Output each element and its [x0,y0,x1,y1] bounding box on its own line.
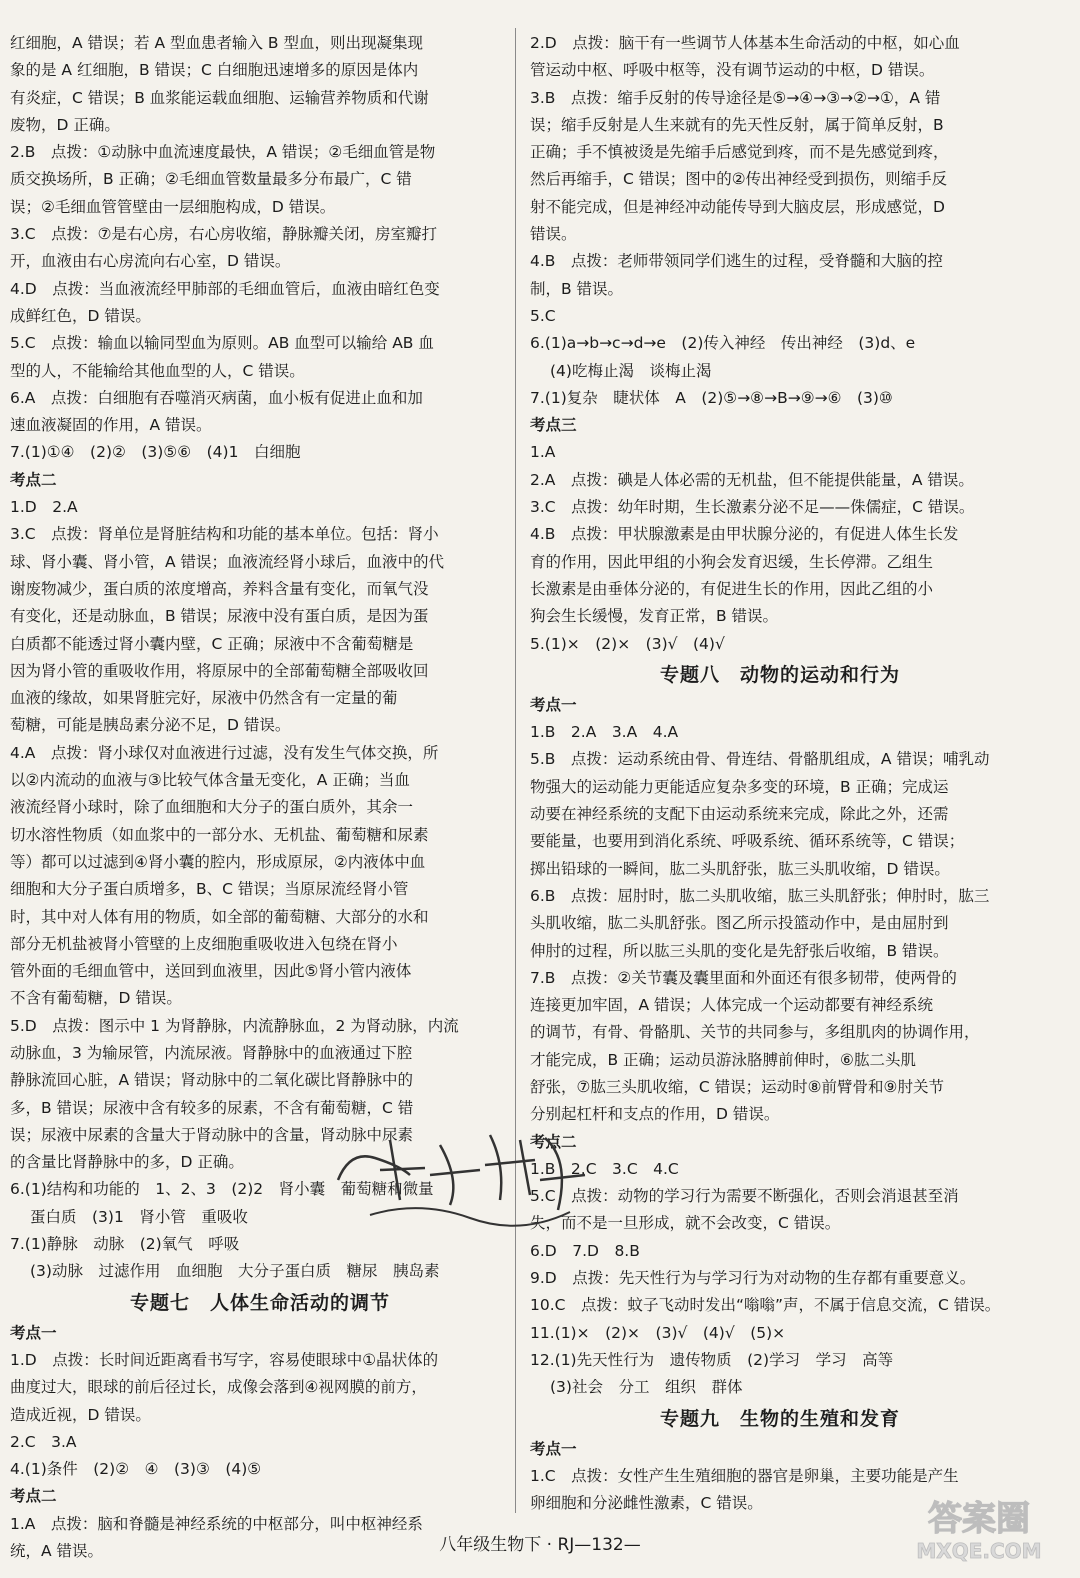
text-line: 射不能完成，但是神经冲动能传导到大脑皮层，形成感觉，D [530,197,945,216]
text-line: 以②内流动的血液与③比较气体含量无变化，A 正确；当血 [10,771,410,790]
svg-text:MXQE.COM: MXQE.COM [916,1539,1042,1563]
text-line: 开，血液由右心房流向右心室，D 错误。 [10,252,291,271]
text-line: 细胞和大分子蛋白质增多，B、C 错误；当原尿流经肾小管 [10,880,409,899]
text-line: 误；②毛细血管管壁由一层细胞构成，D 错误。 [10,197,336,216]
text-line: 6.(1)a→b→c→d→e (2)传入神经 传出神经 (3)d、e [530,334,916,353]
text-line: 1.D 点拨：长时间近距离看书写字，容易使眼球中①晶状体的 [10,1350,439,1369]
text-line: 要能量，也要用到消化系统、呼吸系统、循环系统等，C 错误； [530,832,965,851]
text-line: 因为肾小管的重吸收作用，将原尿中的全部葡萄糖全部吸收回 [10,661,429,680]
column-divider [515,28,516,1513]
text-line: 误；尿液中尿素的含量大于肾动脉中的含量，肾动脉中尿素 [10,1125,414,1144]
text-line: 长激素是由垂体分泌的，有促进生长的作用，因此乙组的小 [530,579,934,598]
text-line: 伸肘的过程，所以肱三头肌的变化是先舒张后收缩，B 错误。 [530,941,949,960]
text-line: 7.(1)①④ (2)② (3)⑤⑥ (4)1 白细胞 [10,443,301,462]
text-line: 1.D 2.A [10,498,78,517]
text-line: 液流经肾小球时，除了血细胞和大分子的蛋白质外，其余一 [10,798,414,817]
text-line: 5.C 点拨：动物的学习行为需要不断强化，否则会消退甚至消 [530,1187,959,1206]
text-line: 成鲜红色，D 错误。 [10,306,151,325]
text-line: 然后再缩手，C 错误；图中的②传出神经受到损伤，则缩手反 [530,170,948,189]
text-line: 型的人，不能输给其他血型的人，C 错误。 [10,361,305,380]
text-line: 切水溶性物质（如血浆中的一部分水、无机盐、葡萄糖和尿素 [10,825,429,844]
text-line: 头肌收缩，肱二头肌舒张。图乙所示投篮动作中，是由屈肘到 [530,914,949,933]
text-line: 5.C 点拨：输血以输同型血为原则。AB 血型可以输给 AB 血 [10,334,434,353]
text-line: 2.C 3.A [10,1432,77,1451]
text-line: 1.B 2.C 3.C 4.C [530,1159,679,1178]
text-line: 6.(1)结构和功能的 1、2、3 (2)2 肾小囊 葡萄糖和微量 [10,1180,434,1199]
text-line: 分别起杠杆和支点的作用，D 错误。 [530,1105,780,1124]
text-line: 误；缩手反射是人生来就有的先天性反射，属于简单反射，B [530,115,944,134]
text-line: 不含有葡萄糖，D 错误。 [10,989,182,1008]
text-line: (3)社会 分工 组织 群体 [550,1378,743,1397]
text-line: 狗会生长缓慢，发育正常，B 错误。 [530,607,779,626]
text-line: 有炎症，C 错误；B 血浆能运载血细胞、运输营养物质和代谢 [10,88,429,107]
text-line: 连接更加牢固，A 错误；人体完成一个运动都要有神经系统 [530,996,934,1015]
text-line: 血液的缘故，如果肾脏完好，尿液中仍然含有一定量的葡 [10,689,398,708]
text-line: 的调节，有骨、骨骼肌、关节的共同参与，多组肌肉的协调作用， [530,1023,980,1042]
text-line: 5.C [530,306,556,325]
text-line: 等）都可以过滤到④肾小囊的腔内，形成原尿，②内液体中血 [10,852,426,871]
text-line: 7.(1)静脉 动脉 (2)氧气 呼吸 [10,1235,240,1254]
text-line: 物强大的运动能力更能适应复杂多变的环境，B 正确；完成运 [530,777,949,796]
section-title: 专题八 动物的运动和行为 [659,663,900,686]
text-line: 部分无机盐被肾小管壁的上皮细胞重吸收进入包绕在肾小 [10,934,398,953]
text-line: 2.A 点拨：碘是人体必需的无机盐，但不能提供能量，A 错误。 [530,470,974,489]
svg-text:答案圈: 答案圈 [928,1499,1030,1539]
text-line: 质交换场所，B 正确；②毛细血管数量最多分布最广，C 错 [10,170,412,189]
text-line: 1.C 点拨：女性产生生殖细胞的器官是卵巢，主要功能是产生 [530,1466,959,1485]
text-line: 的含量比肾静脉中的多，D 正确。 [10,1153,244,1172]
page-footer: 八年级生物下 · RJ—132— [439,1535,641,1555]
text-line: 3.C 点拨：幼年时期，生长激素分泌不足——侏儒症，C 错误。 [530,498,975,517]
text-line: 有变化，还是动脉血，B 错误；尿液中没有蛋白质，是因为蛋 [10,607,429,626]
text-line: 5.B 点拨：运动系统由骨、骨连结、骨骼肌组成，A 错误；哺乳动 [530,750,990,769]
text-line: 造成近视，D 错误。 [10,1405,151,1424]
text-line: (3)动脉 过滤作用 血细胞 大分子蛋白质 糖尿 胰岛素 [30,1262,440,1281]
text-line: 才能完成，B 正确；运动员游泳胳膊前伸时，⑥肱二头肌 [530,1050,916,1069]
text-line: 育的作用，因此甲组的小狗会发育迟缓，生长停滞。乙组生 [530,552,934,571]
text-line: 6.B 点拨：屈肘时，肱二头肌收缩，肱三头肌舒张；伸肘时，肱三 [530,886,990,905]
topic-heading: 考点二 [10,1487,57,1506]
text-line: 7.B 点拨：②关节囊及囊里面和外面还有很多韧带，使两骨的 [530,968,957,987]
text-line: 4.B 点拨：甲状腺激素是由甲状腺分泌的，有促进人体生长发 [530,525,959,544]
right-column [530,30,1030,1517]
text-line: 3.C 点拨：⑦是右心房，右心房收缩，静脉瓣关闭，房室瓣打 [10,225,438,244]
text-line: 4.D 点拨：当血液流经甲肺部的毛细血管后，血液由暗红色变 [10,279,440,298]
text-line: 7.(1)复杂 睫状体 A (2)⑤→⑧→B→⑨→⑥ (3)⑩ [530,388,893,407]
text-line: 多，B 错误；尿液中含有较多的尿素，不含有葡萄糖，C 错 [10,1098,414,1117]
text-line: 3.C 点拨：肾单位是肾脏结构和功能的基本单位。包括：肾小 [10,525,439,544]
text-line: 废物，D 正确。 [10,115,120,134]
text-line: 蛋白质 (3)1 肾小管 重吸收 [30,1207,248,1226]
text-line: 9.D 点拨：先天性行为与学习行为对动物的生存都有重要意义。 [530,1269,976,1288]
topic-heading: 考点二 [530,1132,577,1151]
answer-circle-logo [894,1488,1064,1566]
text-line: 4.A 点拨：肾小球仅对血液进行过滤，没有发生气体交换，所 [10,743,439,762]
text-line: 萄糖，可能是胰岛素分泌不足，D 错误。 [10,716,291,735]
text-line: 掷出铅球的一瞬间，肱二头肌舒张，肱三头肌收缩，D 错误。 [530,859,950,878]
text-line: 2.D 点拨：脑干有一些调节人体基本生命活动的中枢，如心血 [530,34,960,52]
text-line: 1.B 2.A 3.A 4.A [530,723,679,742]
text-line: 制，B 错误。 [530,279,624,298]
text-line: 管运动中枢、呼吸中枢等，没有调节运动的中枢，D 错误。 [530,61,935,80]
text-line: 12.(1)先天性行为 遗传物质 (2)学习 学习 高等 [530,1350,894,1369]
text-line: 谢废物减少，蛋白质的浓度增高，养料含量有变化，而氧气没 [10,579,429,598]
text-line: 管外面的毛细血管中，送回到血液里，因此⑤肾小管内液体 [10,962,412,981]
text-line: 11.(1)× (2)× (3)√ (4)√ (5)× [530,1323,786,1342]
text-line: 6.A 点拨：白细胞有吞噬消灭病菌，血小板有促进止血和加 [10,388,423,407]
text-line: 5.(1)× (2)× (3)√ (4)√ [530,634,725,653]
text-line: 统，A 错误。 [10,1542,104,1561]
topic-heading: 考点二 [10,470,57,489]
text-line: 4.B 点拨：老师带领同学们逃生的过程，受脊髓和大脑的控 [530,252,943,271]
text-line: 速血液凝固的作用，A 错误。 [10,416,212,435]
text-line: 象的是 A 红细胞，B 错误；C 白细胞迅速增多的原因是体内 [10,61,419,80]
text-line: 4.(1)条件 (2)② ④ (3)③ (4)⑤ [10,1460,262,1479]
text-line: 3.B 点拨：缩手反射的传导途径是⑤→④→③→②→①，A 错 [530,88,941,107]
section-title: 专题七 人体生命活动的调节 [129,1291,390,1314]
topic-heading: 考点三 [530,416,577,435]
text-line: 2.B 点拨：①动脉中血流速度最快，A 错误；②毛细血管是物 [10,143,436,162]
text-line: 5.D 点拨：图示中 1 为肾静脉，内流静脉血，2 为肾动脉，内流 [10,1016,459,1035]
text-line: 错误。 [530,225,577,244]
text-line: 动脉血，3 为输尿管，内流尿液。肾静脉中的血液通过下腔 [10,1043,413,1062]
topic-heading: 考点一 [530,695,577,714]
topic-heading: 考点一 [10,1323,57,1342]
topic-heading: 考点一 [530,1439,577,1458]
text-line: 曲度过大，眼球的前后径过长，成像会落到④视网膜的前方， [10,1378,427,1397]
text-line: 卵细胞和分泌雌性激素，C 错误。 [530,1494,763,1513]
text-line: 失，而不是一旦形成，就不会改变，C 错误。 [530,1214,841,1233]
text-line: 6.D 7.D 8.B [530,1241,640,1260]
text-line: 静脉流回心脏，A 错误；肾动脉中的二氧化碳比肾静脉中的 [10,1071,414,1090]
text-line: 正确；手不慎被烫是先缩手后感觉到疼，而不是先感觉到疼， [530,143,949,162]
text-line: 红细胞，A 错误；若 A 型血患者输入 B 型血，则出现凝集现 [10,34,423,52]
left-column [10,30,510,1565]
text-line: 10.C 点拨：蚊子飞动时发出“嗡嗡”声，不属于信息交流，C 错误。 [530,1296,1001,1315]
text-line: (4)吃梅止渴 谈梅止渴 [550,361,712,380]
text-line: 舒张，⑦肱三头肌收缩，C 错误；运动时⑧前臂骨和⑨肘关节 [530,1077,944,1096]
text-line: 1.A 点拨：脑和脊髓是神经系统的中枢部分，叫中枢神经系 [10,1514,423,1533]
text-line: 1.A [530,443,556,462]
text-line: 时，其中对人体有用的物质，如全部的葡萄糖、大部分的水和 [10,907,429,926]
section-title: 专题九 生物的生殖和发育 [659,1407,900,1430]
text-line: 动要在神经系统的支配下由运动系统来完成，除此之外，还需 [530,805,949,824]
handwritten-watermark [330,1120,590,1230]
text-line: 球、肾小囊、肾小管，A 错误；血液流经肾小球后，血液中的代 [10,552,445,571]
text-line: 白质都不能透过肾小囊内壁，C 正确；尿液中不含葡萄糖是 [10,634,414,653]
